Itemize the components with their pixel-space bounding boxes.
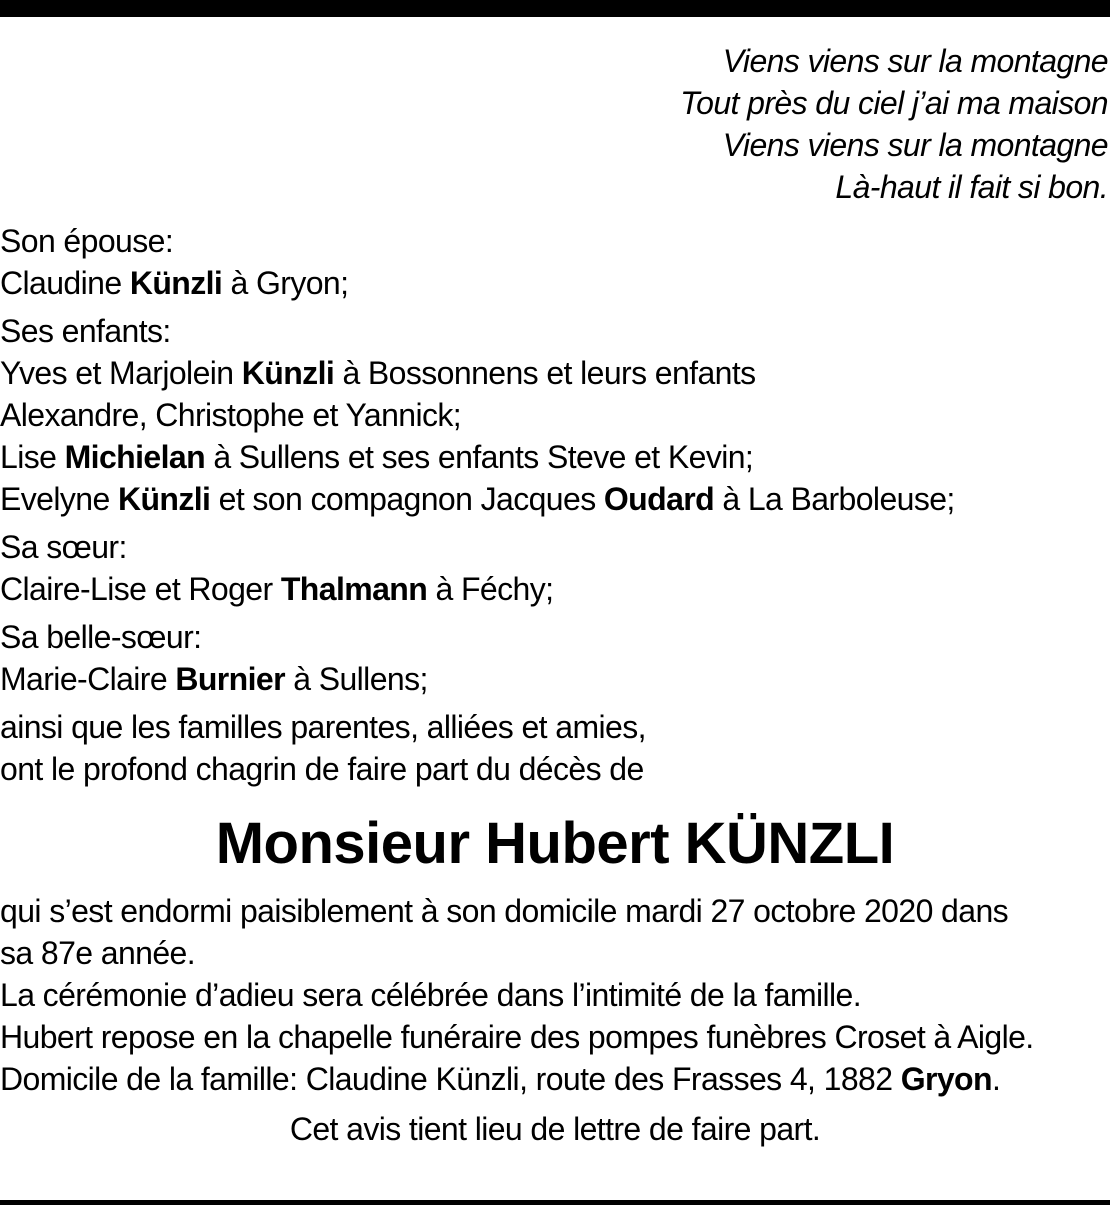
text: Domicile de la famille: Claudine Künzli, route des Frasses 4, 1882 xyxy=(0,1061,901,1097)
text: Evelyne xyxy=(0,481,118,517)
children-line xyxy=(0,436,1110,478)
text: à Gryon; xyxy=(222,265,349,301)
bottom-rule xyxy=(0,1200,1110,1205)
spouse-line xyxy=(0,262,1110,304)
details-line: qui s’est endormi paisiblement à son domicile mardi 27 octobre 2020 dans xyxy=(0,893,1009,929)
sister-line xyxy=(0,568,1110,610)
details-line xyxy=(0,1058,1110,1100)
families-line: ainsi que les familles parentes, alliées et amies, xyxy=(0,709,646,745)
place-name: Gryon xyxy=(900,1061,992,1097)
children-line xyxy=(0,478,1110,520)
children-line xyxy=(0,352,1110,394)
spouse-heading: Son épouse: xyxy=(0,223,174,259)
details-line: sa 87e année. xyxy=(0,935,196,971)
deceased-name: Monsieur Hubert KÜNZLI xyxy=(215,811,895,876)
sister-in-law-line xyxy=(0,658,1110,700)
families-line: ont le profond chagrin de faire part du décès de xyxy=(0,751,644,787)
footer-note: Cet avis tient lieu de lettre de faire part. xyxy=(289,1111,821,1147)
sister-section xyxy=(0,526,1110,610)
text: et son compagnon Jacques xyxy=(210,481,604,517)
children-section xyxy=(0,310,1110,520)
surname: Burnier xyxy=(175,661,285,697)
sister-in-law-heading: Sa belle-sœur: xyxy=(0,619,202,655)
text: à Sullens et ses enfants Steve et Kevin; xyxy=(205,439,754,475)
top-rule xyxy=(0,0,1110,17)
text: Marie-Claire xyxy=(0,661,176,697)
details-line: Hubert repose en la chapelle funéraire des pompes funèbres Croset à Aigle. xyxy=(0,1019,1034,1055)
spouse-section xyxy=(0,220,1110,304)
poem-line: Tout près du ciel j’ai ma maison xyxy=(680,85,1108,121)
poem-verse xyxy=(0,40,1110,208)
families-section xyxy=(0,706,1110,790)
children-heading: Ses enfants: xyxy=(0,313,171,349)
details-section xyxy=(0,890,1110,1100)
poem-line: Viens viens sur la montagne xyxy=(722,127,1108,163)
text: à La Barboleuse; xyxy=(714,481,955,517)
surname: Künzli xyxy=(129,265,223,301)
surname: Michielan xyxy=(64,439,206,475)
text: à Sullens; xyxy=(284,661,428,697)
text: . xyxy=(991,1061,1001,1097)
sister-heading: Sa sœur: xyxy=(0,529,127,565)
obituary-notice xyxy=(0,40,1110,1150)
text: Lise xyxy=(0,439,65,475)
text: Claire-Lise et Roger xyxy=(0,571,281,607)
surname: Künzli xyxy=(241,355,335,391)
poem-line: Là-haut il fait si bon. xyxy=(835,169,1108,205)
text: Claudine xyxy=(0,265,130,301)
text: à Bossonnens et leurs enfants xyxy=(334,355,756,391)
children-line: Alexandre, Christophe et Yannick; xyxy=(0,397,462,433)
sister-in-law-section xyxy=(0,616,1110,700)
details-line: La cérémonie d’adieu sera célébrée dans l’intimité de la famille. xyxy=(0,977,862,1013)
surname: Künzli xyxy=(117,481,211,517)
text: à Féchy; xyxy=(427,571,554,607)
surname: Thalmann xyxy=(280,571,428,607)
poem-line: Viens viens sur la montagne xyxy=(722,43,1108,79)
surname: Oudard xyxy=(603,481,715,517)
text: Yves et Marjolein xyxy=(0,355,242,391)
